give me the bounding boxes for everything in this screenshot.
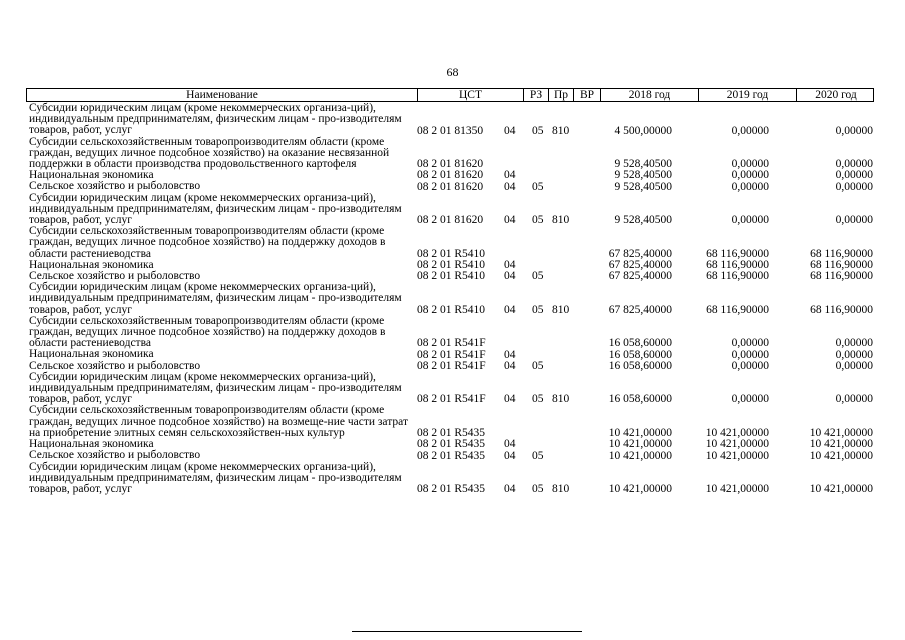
amount-2020-cell: 10 421,00000 xyxy=(809,483,873,496)
amount-2020-cell: 0,00000 xyxy=(835,348,873,361)
row-name: Сельское хозяйство и рыболовство xyxy=(29,449,201,462)
table-row xyxy=(29,462,877,496)
cst-cell: 08 2 01 R5410 xyxy=(417,303,486,316)
amount-2018-cell: 16 058,60000 xyxy=(608,359,672,372)
row-name: Субсидии юридическим лицам (кроме некоммерческих организа-ций), индивидуальным предпринимателям, физическим лицам - про-изводителям товаров, работ, услуг xyxy=(29,191,402,227)
pr-cell: 05 xyxy=(532,449,544,462)
table-row xyxy=(29,316,877,350)
header-2019: 2019 год xyxy=(698,89,796,101)
cst-cell: 08 2 01 R5435 xyxy=(417,449,486,462)
cst-cell: 08 2 01 81350 xyxy=(417,124,484,137)
rz-cell: 04 xyxy=(504,483,516,496)
rz-cell: 04 xyxy=(504,169,516,182)
rz-cell: 04 xyxy=(504,259,516,272)
cst-cell: 08 2 01 R541F xyxy=(417,359,486,372)
cst-cell: 08 2 01 R541F xyxy=(417,337,486,350)
amount-2019-cell: 0,00000 xyxy=(731,348,769,361)
amount-2020-cell: 0,00000 xyxy=(835,158,873,171)
amount-2019-cell: 10 421,00000 xyxy=(705,427,769,440)
pr-cell: 05 xyxy=(532,483,544,496)
header-rz: РЗ xyxy=(523,89,548,101)
rz-cell: 04 xyxy=(504,449,516,462)
amount-2020-cell: 10 421,00000 xyxy=(809,427,873,440)
row-name: Сельское хозяйство и рыболовство xyxy=(29,180,201,193)
amount-2020-cell: 0,00000 xyxy=(835,337,873,350)
rz-cell: 04 xyxy=(504,359,516,372)
header-2020: 2020 год xyxy=(796,89,875,101)
rz-cell: 04 xyxy=(504,438,516,451)
pr-cell: 05 xyxy=(532,393,544,406)
row-name: Субсидии юридическим лицам (кроме некоммерческих организа-ций), индивидуальным предпринимателям, физическим лицам - про-изводителям товаров, работ, услуг xyxy=(29,102,402,137)
amount-2018-cell: 9 528,40500 xyxy=(614,214,672,227)
amount-2019-cell: 68 116,90000 xyxy=(706,259,769,272)
pr-cell: 05 xyxy=(532,303,544,316)
vr-cell: 810 xyxy=(552,124,570,137)
amount-2018-cell: 16 058,60000 xyxy=(608,393,672,406)
amount-2018-cell: 10 421,00000 xyxy=(608,427,672,440)
table-row xyxy=(29,193,877,227)
amount-2019-cell: 68 116,90000 xyxy=(706,270,769,283)
cst-cell: 08 2 01 R5410 xyxy=(417,247,486,260)
amount-2019-cell: 0,00000 xyxy=(731,393,769,406)
table-row xyxy=(29,181,877,192)
vr-cell: 810 xyxy=(552,214,570,227)
cst-cell: 08 2 01 81620 xyxy=(417,169,484,182)
amount-2018-cell: 10 421,00000 xyxy=(608,483,672,496)
amount-2020-cell: 68 116,90000 xyxy=(810,259,873,272)
amount-2019-cell: 10 421,00000 xyxy=(705,449,769,462)
amount-2018-cell: 9 528,40500 xyxy=(614,180,672,193)
amount-2020-cell: 0,00000 xyxy=(835,214,873,227)
row-name: Национальная экономика xyxy=(29,258,154,271)
row-name: Национальная экономика xyxy=(29,438,154,451)
amount-2019-cell: 0,00000 xyxy=(731,158,769,171)
pr-cell: 05 xyxy=(532,359,544,372)
rz-cell: 04 xyxy=(504,214,516,227)
vr-cell: 810 xyxy=(552,303,570,316)
amount-2018-cell: 9 528,40500 xyxy=(614,169,672,182)
cst-cell: 08 2 01 81620 xyxy=(417,214,484,227)
row-name: Субсидии юридическим лицам (кроме некоммерческих организа-ций), индивидуальным предпринимателям, физическим лицам - про-изводителям товаров, работ, услуг xyxy=(29,460,402,495)
amount-2020-cell: 0,00000 xyxy=(835,393,873,406)
cst-cell: 08 2 01 R5435 xyxy=(417,483,486,496)
amount-2020-cell: 0,00000 xyxy=(835,359,873,372)
amount-2019-cell: 10 421,00000 xyxy=(705,483,769,496)
table-row xyxy=(29,282,877,316)
header-name: Наименование xyxy=(186,89,258,101)
row-name: Субсидии сельскохозяйственным товаропроизводителям области (кроме граждан, ведущих личное подсобное хозяйство) на оказание несвязанной поддержки в области производства продовольственного картофеля xyxy=(29,135,390,171)
row-name: Субсидии юридическим лицам (кроме некоммерческих организа-ций), индивидуальным предпринимателям, физическим лицам - про-изводителям товаров, работ, услуг xyxy=(29,370,402,406)
amount-2019-cell: 0,00000 xyxy=(731,337,769,350)
header-cst: ЦСТ xyxy=(417,89,523,101)
rz-cell: 04 xyxy=(504,303,516,316)
amount-2018-cell: 10 421,00000 xyxy=(608,449,672,462)
row-name: Сельское хозяйство и рыболовство xyxy=(29,270,201,283)
row-name: Субсидии сельскохозяйственным товаропроизводителям области (кроме граждан, ведущих личное подсобное хозяйство) на поддержку доходов в области растениеводства xyxy=(29,225,386,260)
pr-cell: 05 xyxy=(532,214,544,227)
table-row xyxy=(29,405,877,439)
amount-2018-cell: 67 825,40000 xyxy=(608,270,672,283)
row-name: Сельское хозяйство и рыболовство xyxy=(29,359,201,372)
rz-cell: 04 xyxy=(504,270,516,283)
cst-cell: 08 2 01 R5410 xyxy=(417,259,486,272)
amount-2018-cell: 67 825,40000 xyxy=(608,259,672,272)
amount-2019-cell: 0,00000 xyxy=(731,214,769,227)
table-row xyxy=(29,450,877,461)
amount-2018-cell: 16 058,60000 xyxy=(608,348,672,361)
header-vr: ВР xyxy=(573,89,600,101)
amount-2018-cell: 10 421,00000 xyxy=(608,438,672,451)
amount-2018-cell: 67 825,40000 xyxy=(608,247,672,260)
table-body xyxy=(29,103,877,495)
amount-2020-cell: 0,00000 xyxy=(835,180,873,193)
amount-2019-cell: 0,00000 xyxy=(731,169,769,182)
amount-2020-cell: 10 421,00000 xyxy=(809,438,873,451)
pr-cell: 05 xyxy=(532,180,544,193)
pr-cell: 05 xyxy=(532,270,544,283)
cst-cell: 08 2 01 R5435 xyxy=(417,427,486,440)
rz-cell: 04 xyxy=(504,180,516,193)
amount-2019-cell: 0,00000 xyxy=(731,124,769,137)
amount-2020-cell: 10 421,00000 xyxy=(809,449,873,462)
amount-2019-cell: 0,00000 xyxy=(731,359,769,372)
cst-cell: 08 2 01 81620 xyxy=(417,180,484,193)
amount-2020-cell: 0,00000 xyxy=(835,169,873,182)
rz-cell: 04 xyxy=(504,348,516,361)
pr-cell: 05 xyxy=(532,124,544,137)
row-name: Национальная экономика xyxy=(29,169,154,182)
cst-cell: 08 2 01 R541F xyxy=(417,393,486,406)
amount-2019-cell: 68 116,90000 xyxy=(706,247,769,260)
amount-2018-cell: 16 058,60000 xyxy=(608,337,672,350)
footer-rule xyxy=(352,631,582,632)
amount-2019-cell: 10 421,00000 xyxy=(705,438,769,451)
table-row xyxy=(29,372,877,406)
vr-cell: 810 xyxy=(552,393,570,406)
row-name: Национальная экономика xyxy=(29,348,154,361)
amount-2020-cell: 68 116,90000 xyxy=(810,303,873,316)
header-pr: Пр xyxy=(548,89,573,101)
amount-2018-cell: 9 528,40500 xyxy=(614,158,672,171)
amount-2019-cell: 0,00000 xyxy=(731,180,769,193)
page-number: 68 xyxy=(446,65,459,79)
cst-cell: 08 2 01 R541F xyxy=(417,348,486,361)
row-name: Субсидии юридическим лицам (кроме некоммерческих организа-ций), индивидуальным предпринимателям, физическим лицам - про-изводителям товаров, работ, услуг xyxy=(29,281,402,316)
amount-2020-cell: 68 116,90000 xyxy=(810,247,873,260)
amount-2018-cell: 67 825,40000 xyxy=(608,303,672,316)
row-name: Субсидии сельскохозяйственным товаропроизводителям области (кроме граждан, ведущих личное подсобное хозяйство) на возмеще-ние части затрат на приобретение элитных семян сельскохозяйствен-ных культур xyxy=(29,404,408,439)
row-name: Субсидии сельскохозяйственным товаропроизводителям области (кроме граждан, ведущих личное подсобное хозяйство) на поддержку доходов в области растениеводства xyxy=(29,314,386,350)
cst-cell: 08 2 01 R5435 xyxy=(417,438,486,451)
cst-cell: 08 2 01 R5410 xyxy=(417,270,486,283)
table-row xyxy=(29,103,877,137)
table-row xyxy=(29,137,877,171)
amount-2020-cell: 68 116,90000 xyxy=(810,270,873,283)
amount-2019-cell: 68 116,90000 xyxy=(706,303,769,316)
header-2018: 2018 год xyxy=(600,89,698,101)
vr-cell: 810 xyxy=(552,483,570,496)
rz-cell: 04 xyxy=(504,124,516,137)
cst-cell: 08 2 01 81620 xyxy=(417,158,484,171)
amount-2020-cell: 0,00000 xyxy=(835,124,873,137)
amount-2018-cell: 4 500,00000 xyxy=(614,124,672,137)
rz-cell: 04 xyxy=(504,393,516,406)
table-header xyxy=(26,88,874,102)
table-row xyxy=(29,226,877,260)
